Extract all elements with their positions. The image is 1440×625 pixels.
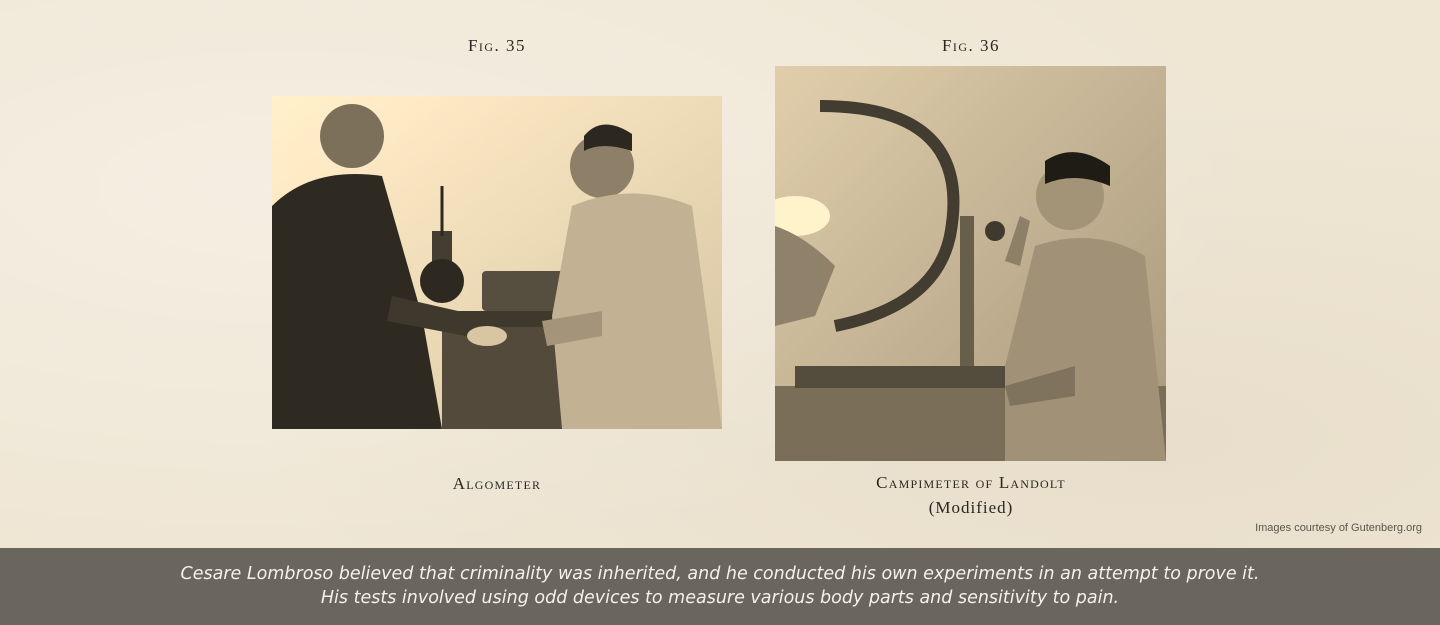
figure-36-label: Fig. 36 (941, 36, 1001, 55)
image-credit: Images courtesy of Gutenberg.org (1255, 522, 1422, 534)
bottom-banner (0, 548, 1440, 625)
algometer-caption: Algometer (452, 474, 542, 493)
banner-line-1: Cesare Lombroso believed that criminality was inherited, and he conducted his own experiments in an attempt to prove it. (180, 564, 1260, 584)
algometer-photo (272, 96, 722, 429)
figure-35-label: Fig. 35 (467, 36, 527, 55)
campimeter-caption-sub: (Modified) (928, 498, 1014, 517)
campimeter-photo (775, 66, 1166, 461)
campimeter-caption: Campimeter of Landolt (876, 473, 1066, 492)
banner-line-2: His tests involved using odd devices to measure various body parts and sensitivity to pain. (320, 588, 1120, 608)
